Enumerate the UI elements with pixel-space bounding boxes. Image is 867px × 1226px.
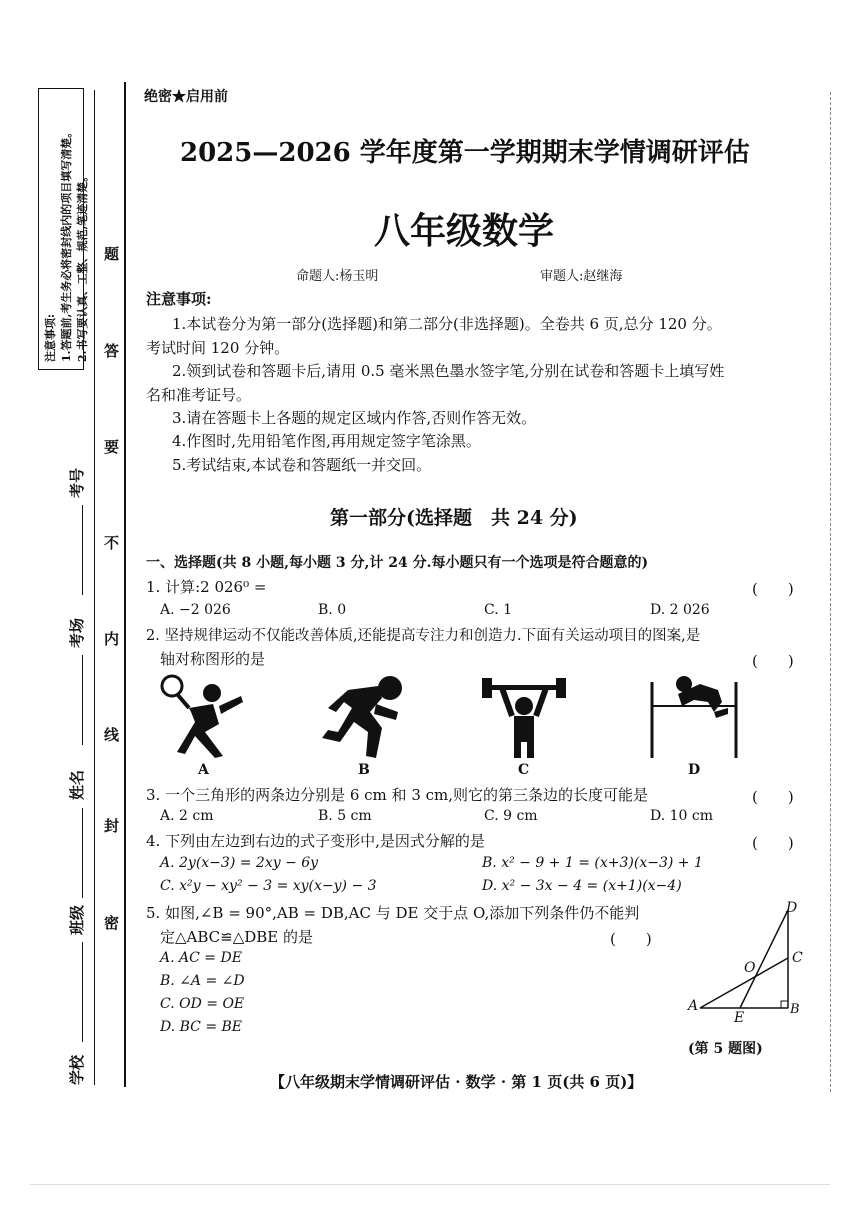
secret-label: 绝密★启用前 bbox=[144, 89, 228, 105]
q3-option-d: D. 10 cm bbox=[650, 808, 714, 824]
q5-option-d: D. BC = BE bbox=[160, 1019, 243, 1035]
q5-answer-paren[interactable]: ( ) bbox=[610, 930, 652, 948]
q1-stem: 1. 计算:2 026⁰ = bbox=[146, 578, 267, 596]
q1-option-b: B. 0 bbox=[318, 602, 347, 618]
exam-title: 2025—2026 学年度第一学期期末学情调研评估 bbox=[180, 138, 750, 168]
q2-label-b: B bbox=[358, 762, 370, 778]
runner-icon bbox=[318, 672, 410, 758]
seal-char-1: 题 bbox=[104, 245, 120, 263]
note-3: 3.请在答题卡上各题的规定区域内作答,否则作答无效。 bbox=[172, 409, 537, 427]
note-5: 5.考试结束,本试卷和答题纸一并交回。 bbox=[172, 456, 432, 474]
reviewer: 审题人:赵继海 bbox=[540, 269, 623, 284]
q4-answer-paren[interactable]: ( ) bbox=[752, 834, 794, 852]
q4-option-b: B. x² − 9 + 1 = (x+3)(x−3) + 1 bbox=[482, 855, 703, 871]
field-class: 班级 bbox=[68, 904, 86, 935]
q2-label-d: D bbox=[688, 762, 701, 778]
notes-title: 注意事项: bbox=[146, 290, 212, 308]
field-school: 学校 bbox=[68, 1054, 86, 1085]
right-edge-mark bbox=[830, 92, 831, 1092]
q1-option-a: A. −2 026 bbox=[160, 602, 231, 618]
q2-answer-paren[interactable]: ( ) bbox=[752, 652, 794, 670]
field-name: 姓名 bbox=[68, 769, 86, 800]
high-jump-icon bbox=[648, 672, 740, 758]
seal-char-8: 密 bbox=[104, 914, 120, 932]
q4-stem: 4. 下列由左边到右边的式子变形中,是因式分解的是 bbox=[146, 832, 485, 850]
q4-option-c: C. x²y − xy² − 3 = xy(x−y) − 3 bbox=[160, 878, 377, 894]
q3-option-a: A. 2 cm bbox=[160, 808, 214, 824]
q5-point-b: B bbox=[790, 1002, 800, 1017]
q5-option-b: B. ∠A = ∠D bbox=[160, 973, 245, 989]
field-exam-room-blank[interactable] bbox=[82, 655, 83, 745]
q5-stem-1: 5. 如图,∠B = 90°,AB = DB,AC 与 DE 交于点 O,添加下列条件仍不能判 bbox=[146, 904, 640, 922]
author: 命题人:杨玉明 bbox=[296, 269, 379, 284]
note-2b: 名和准考证号。 bbox=[146, 386, 252, 404]
margin-rule bbox=[124, 82, 126, 1087]
part1-heading: 第一部分(选择题 共 24 分) bbox=[330, 507, 578, 529]
note-1a: 1.本试卷分为第一部分(选择题)和第二部分(非选择题)。全卷共 6 页,总分 120 分。 bbox=[172, 315, 722, 333]
q5-point-c: C bbox=[792, 950, 803, 966]
seal-line bbox=[94, 90, 95, 1085]
q3-option-c: C. 9 cm bbox=[484, 808, 538, 824]
q1-option-d: D. 2 026 bbox=[650, 602, 710, 618]
notice-line-2: 2.书写要认真、工整、规范,笔迹清楚。 bbox=[76, 170, 89, 362]
q1-option-c: C. 1 bbox=[484, 602, 513, 618]
q2-label-c: C bbox=[518, 762, 530, 778]
q3-answer-paren[interactable]: ( ) bbox=[752, 788, 794, 806]
seal-char-6: 线 bbox=[104, 726, 120, 744]
seal-char-3: 要 bbox=[104, 438, 120, 456]
weightlifter-icon bbox=[478, 672, 570, 758]
q5-point-d: D bbox=[786, 900, 798, 916]
notice-title: 注意事项: bbox=[44, 313, 57, 362]
field-exam-number-blank[interactable] bbox=[82, 505, 83, 595]
part1-intro: 一、选择题(共 8 小题,每小题 3 分,计 24 分.每小题只有一个选项是符合题意的) bbox=[146, 555, 649, 571]
badminton-player-icon bbox=[155, 672, 255, 758]
q2-label-a: A bbox=[198, 762, 209, 778]
note-2a: 2.领到试卷和答题卡后,请用 0.5 毫米黑色墨水签字笔,分别在试卷和答题卡上填写姓 bbox=[172, 362, 725, 380]
q2-stem-2: 轴对称图形的是 bbox=[160, 650, 266, 668]
field-exam-room: 考场 bbox=[68, 617, 86, 648]
bottom-edge-line bbox=[30, 1184, 830, 1185]
seal-char-4: 不 bbox=[104, 534, 120, 552]
q3-option-b: B. 5 cm bbox=[318, 808, 372, 824]
q5-point-o: O bbox=[744, 960, 756, 976]
q1-answer-paren[interactable]: ( ) bbox=[752, 580, 794, 598]
q5-point-a: A bbox=[688, 998, 699, 1014]
q4-option-d: D. x² − 3x − 4 = (x+1)(x−4) bbox=[482, 878, 682, 894]
q5-point-e: E bbox=[734, 1010, 745, 1026]
q2-stem-1: 2. 坚持规律运动不仅能改善体质,还能提高专注力和创造力.下面有关运动项目的图案,是 bbox=[146, 628, 701, 644]
note-4: 4.作图时,先用铅笔作图,再用规定签字笔涂黑。 bbox=[172, 432, 481, 450]
q5-stem-2: 定△ABC≌△DBE 的是 bbox=[160, 928, 314, 946]
q5-figure-caption: (第 5 题图) bbox=[688, 1041, 763, 1057]
subject-title: 八年级数学 bbox=[374, 210, 555, 252]
field-name-blank[interactable] bbox=[82, 808, 83, 898]
q5-option-c: C. OD = OE bbox=[160, 996, 245, 1012]
notice-line-1: 1.答题前,考生务必将密封线内的项目填写清楚。 bbox=[60, 126, 73, 362]
page-footer: 【八年级期末学情调研评估 · 数学 · 第 1 页(共 6 页)】 bbox=[270, 1073, 643, 1091]
field-exam-number: 考号 bbox=[68, 467, 86, 498]
seal-char-2: 答 bbox=[104, 342, 120, 360]
q3-stem: 3. 一个三角形的两条边分别是 6 cm 和 3 cm,则它的第三条边的长度可能是 bbox=[146, 786, 649, 804]
note-1b: 考试时间 120 分钟。 bbox=[146, 339, 290, 357]
seal-char-7: 封 bbox=[104, 817, 120, 835]
q5-option-a: A. AC = DE bbox=[160, 950, 242, 966]
seal-char-5: 内 bbox=[104, 630, 120, 648]
field-class-blank[interactable] bbox=[82, 942, 83, 1042]
q4-option-a: A. 2y(x−3) = 2xy − 6y bbox=[160, 855, 319, 871]
